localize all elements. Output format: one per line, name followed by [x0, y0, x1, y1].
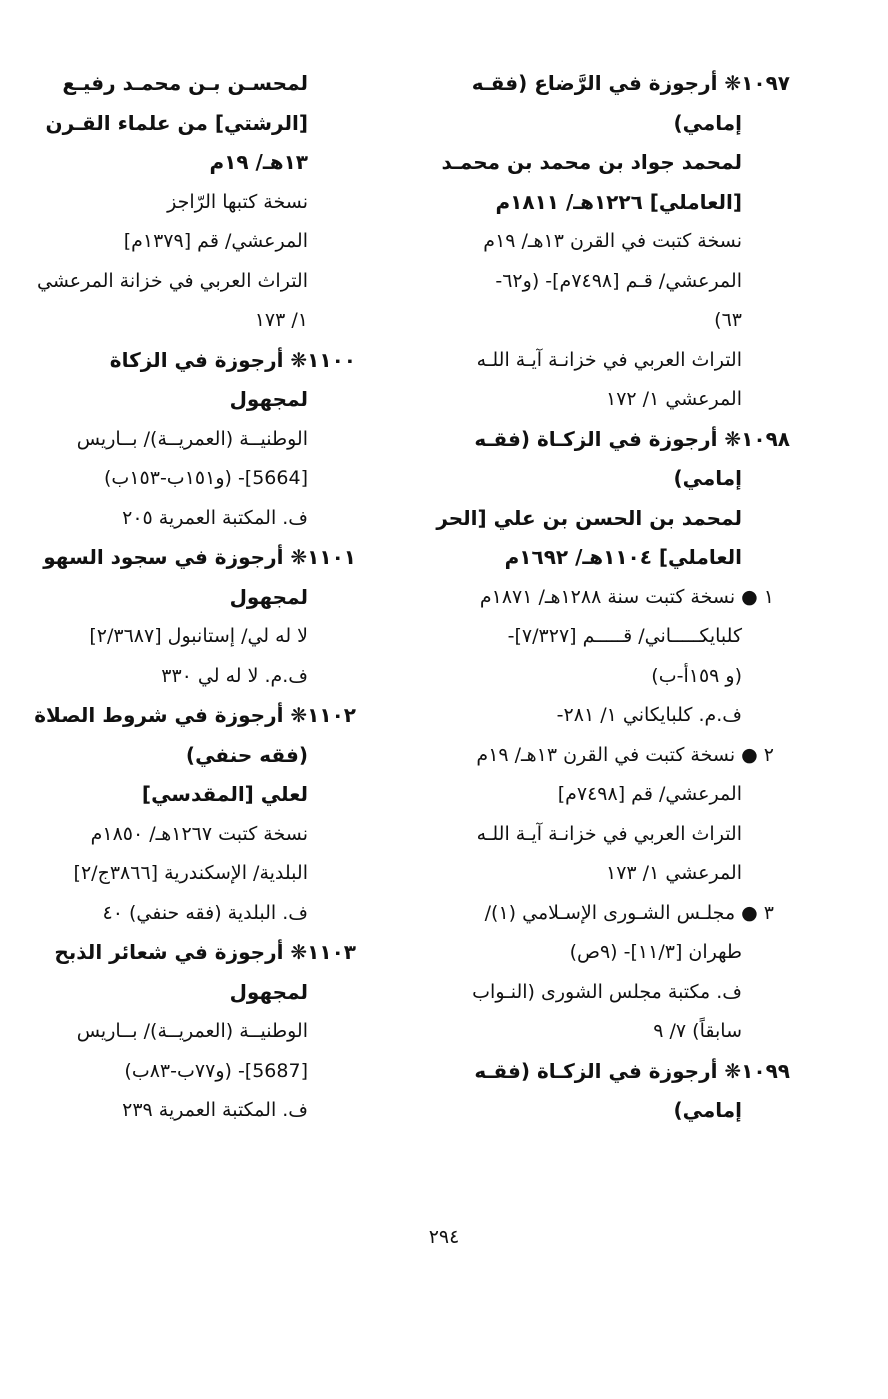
entry-heading-line: ١١٠٢❋ أرجوزة في شروط الصلاة: [34, 703, 356, 727]
entry-text-line: ٦٣): [714, 309, 742, 331]
entry-heading-line: العاملي] ١١٠٤هـ/ ١٦٩٢م: [504, 545, 742, 569]
entry-heading-line: [العاملي] ١٢٢٦هـ/ ١٨١١م: [495, 189, 742, 214]
entry-text-line: ١ ● نسخة كتبت سنة ١٢٨٨هـ/ ١٨٧١م: [479, 585, 774, 608]
entry-text-line: ف. البلدية (فقه حنفي) ٤٠: [102, 901, 308, 924]
entry-text-line: نسخة كتبت ١٢٦٧هـ/ ١٨٥٠م: [90, 822, 308, 845]
entry-heading-line: لمجهول: [229, 584, 308, 609]
entry-text-line: ٣ ● مجلـس الشـورى الإسـلامي (١)/: [484, 901, 774, 924]
entry-heading-line: ١٠٩٩❋ أرجوزة في الزكـاة (فقـه: [474, 1058, 790, 1083]
entry-text-line: سابقاً) ٧/ ٩: [653, 1020, 742, 1042]
page-number: ٢٩٤: [428, 1226, 460, 1248]
entry-text-line: التراث العربي في خزانـة آيـة اللـه: [476, 348, 742, 371]
right-column: [436, 64, 790, 1131]
entry-text-line: ٢ ● نسخة كتبت في القرن ١٣هـ/ ١٩م: [476, 743, 774, 766]
entry-text-line: ف. المكتبة العمرية ٢٠٥: [122, 506, 308, 529]
entry-text-line: الوطنيــة (العمريــة)/ بــاريس: [76, 427, 308, 450]
entry-text-line: نسخة كتبت في القرن ١٣هـ/ ١٩م: [483, 230, 742, 252]
entry-text-line: ف. مكتبة مجلس الشورى (النـواب: [472, 980, 742, 1003]
entry-text-line: [5664]- (و١٥١ب-١٥٣ب): [104, 467, 308, 489]
entry-heading-line: لمحمد جواد بن محمد بن محمـد: [441, 150, 742, 174]
entry-heading-line: لمجهول: [229, 387, 308, 411]
entry-text-line: المرعشي ١/ ١٧٢: [606, 388, 742, 410]
entry-heading-line: لمحمد بن الحسن بن علي [الحر: [436, 505, 742, 530]
entry-heading-line: [الرشتي] من علماء القـرن: [45, 110, 308, 135]
entry-text-line: المرعشي/ قم [١٣٧٩م]: [123, 230, 308, 252]
left-column: [34, 64, 356, 1131]
entry-heading-line: لمجهول: [229, 979, 308, 1004]
entry-heading-line: ١٠٩٨❋ أرجوزة في الزكـاة (فقـه: [474, 426, 790, 451]
entry-text-line: ف. المكتبة العمرية ٢٣٩: [122, 1099, 308, 1121]
entry-text-line: لا له لي/ إستانبول [٢/٣٦٨٧]: [89, 625, 308, 647]
entry-text-line: التراث العربي في خزانـة آيـة اللـه: [476, 822, 742, 845]
entry-text-line: المرعشي/ قم [٧٤٩٨م]: [557, 783, 742, 805]
entry-heading-line: ١١٠١❋ أرجوزة في سجود السهو: [43, 545, 356, 569]
entry-heading-line: لعلي [المقدسي]: [141, 782, 308, 806]
entry-text-line: طهران [١١/٣]- (٩ص): [569, 941, 742, 963]
entry-heading-line: ١١٠٠❋ أرجوزة في الزكاة: [109, 347, 356, 372]
entry-text-line: ف.م. لا له لي ٣٣٠: [161, 664, 308, 687]
entry-text-line: المرعشي ١/ ١٧٣: [606, 862, 742, 884]
entry-heading-line: إمامي): [673, 110, 742, 135]
entry-text-line: ١/ ١٧٣: [254, 309, 308, 331]
entry-heading-line: لمحسـن بـن محمـد رفيـع: [62, 71, 308, 95]
entry-heading-line: إمامي): [673, 466, 742, 490]
entry-text-line: [5687]- (و٧٧ب-٨٣ب): [124, 1059, 308, 1082]
entry-text-line: كلبايكـــــاني/ قـــــم [٧/٣٢٧]-: [507, 625, 742, 647]
entry-heading-line: ١٠٩٧❋ أرجوزة في الرَّضاع (فقـه: [471, 71, 790, 95]
entry-text-line: البلدية/ الإسكندرية [٣٨٦٦ج/٢]: [73, 862, 308, 884]
entry-heading-line: إمامي): [673, 1098, 742, 1122]
entry-heading-line: ١١٠٣❋ أرجوزة في شعائر الذبح: [54, 940, 356, 964]
entry-text-line: الوطنيــة (العمريــة)/ بــاريس: [76, 1020, 308, 1042]
entry-text-line: ف.م. كلبايكاني ١/ ٢٨١-: [556, 704, 742, 726]
entry-text-line: (و ١٥٩أ-ب): [651, 664, 742, 687]
entry-text-line: نسخة كتبها الرّاجز: [167, 190, 308, 213]
entry-heading-line: ١٣هـ/ ١٩م: [209, 150, 308, 174]
entry-text-line: التراث العربي في خزانة المرعشي: [36, 269, 308, 292]
entry-heading-line: (فقه حنفي): [185, 742, 308, 767]
entry-text-line: المرعشي/ قـم [٧٤٩٨م]- (و٦٢-: [495, 269, 742, 292]
